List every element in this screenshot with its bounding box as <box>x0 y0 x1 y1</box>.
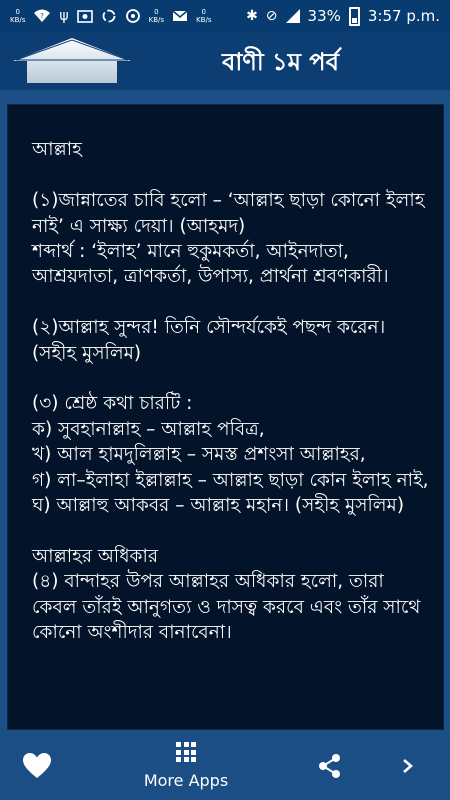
signal-icon <box>286 9 300 23</box>
home-button[interactable] <box>12 37 132 85</box>
network-speed-indicator: 0 KB/s <box>10 8 26 24</box>
status-notifications <box>10 8 211 24</box>
content-panel[interactable] <box>7 104 444 730</box>
app-header <box>0 32 450 90</box>
email-icon <box>172 9 188 23</box>
share-icon <box>316 752 344 780</box>
battery-icon <box>349 7 360 26</box>
status-bar <box>0 0 450 32</box>
hadith-text <box>8 105 443 671</box>
image-icon <box>77 9 93 23</box>
network-speed-indicator: 0 KB/s <box>148 8 165 24</box>
more-apps-button[interactable] <box>132 742 240 796</box>
more-apps-label: More Apps <box>143 771 229 790</box>
network-speed-indicator: 0 KB/s <box>196 8 212 24</box>
svg-text:?: ? <box>40 12 45 20</box>
sync-icon <box>101 8 117 24</box>
share-button[interactable] <box>316 752 346 782</box>
paragraph: (১)জান্নাতের চাবি হলো – ‘আল্লাহ ছাড়া কোনো ইলাহ নাই’ এ সাক্ষ্য দেয়া। (আহমদ) শব্দার্থ : ‘ইলাহ’ মানে হুকুমকর্তা, আইনদাতা, আশ্রয়দাতা, ত্রাণকর্তা, উপাস্য, প্রার্থনা শ্রবণকারী। <box>32 190 425 288</box>
bluetooth-icon: ✱ <box>246 8 258 24</box>
whatsapp-icon <box>125 8 141 24</box>
favorite-button[interactable] <box>22 752 56 782</box>
paragraph: (৩) শ্রেষ্ঠ কথা চারটি : ক) সুবহানাল্লাহ – আল্লাহ পবিত্র, খ) আল হামদুলিল্লাহ – সমস্ত প্রশংসা আল্লাহর, গ) লা–ইলাহা ইল্লাল্লাহ – আল্লাহ ছাড়া কোন ইলাহ নাই, ঘ) আল্লাহু আকবর – আল্লাহ মহান। (সহীহ মুসলিম) <box>32 393 429 517</box>
wifi-icon <box>33 8 51 24</box>
paragraph: আল্লাহ <box>32 139 82 161</box>
usb-icon: ψ <box>59 8 69 24</box>
status-system <box>246 7 440 26</box>
bottom-toolbar <box>0 734 450 800</box>
clock: 3:57 p.m. <box>367 7 440 25</box>
paragraph: (২)আল্লাহ সুন্দর! তিনি সৌন্দর্যকেই পছন্দ করেন। (সহীহ মুসলিম) <box>32 317 392 364</box>
home-icon <box>12 37 132 85</box>
chevron-right-icon <box>397 752 419 780</box>
heart-icon <box>22 752 52 780</box>
do-not-disturb-icon: ⊘ <box>265 8 278 24</box>
next-button[interactable] <box>397 752 421 782</box>
page-title: বাণী ১ম পর্ব <box>222 48 339 76</box>
paragraph: আল্লাহর অধিকার (৪) বান্দাহর উপর আল্লাহর অধিকার হলো, তারা কেবল তাঁরই আনুগত্য ও দাসত্ব করবে এবং তাঁর সাথে কোনো অংশীদার বানাবেনা। <box>32 545 421 644</box>
grid-icon <box>176 742 196 762</box>
battery-percent: 33% <box>307 7 341 25</box>
